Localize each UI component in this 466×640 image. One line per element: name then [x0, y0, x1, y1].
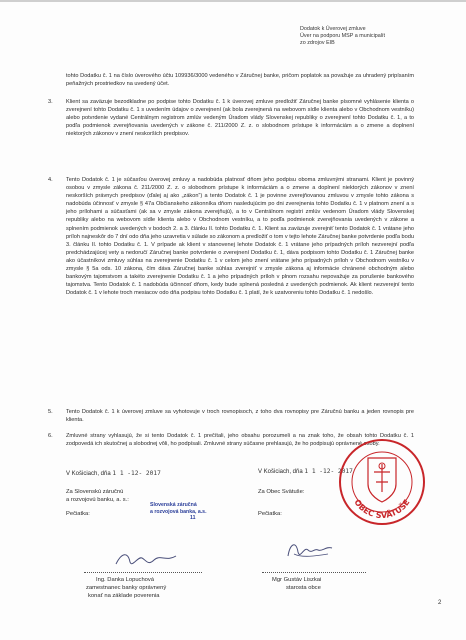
- header-line: zo zdrojov EIB: [300, 40, 335, 46]
- left-signature: [112, 548, 182, 570]
- seal-text: OBEC SVÄTUŠE: [352, 497, 412, 521]
- left-stamp-label: Pečiatka:: [66, 511, 90, 517]
- date-stamp: 1 1 -12- 2017: [112, 470, 161, 477]
- paragraph-number: 5.: [48, 409, 53, 415]
- paragraph-3: [48, 98, 414, 138]
- paragraph-number: 6.: [48, 433, 53, 439]
- bank-stamp-line: 11: [190, 515, 196, 522]
- paragraph-text: Tento Dodatok č. 1 je súčasťou úverovej zmluvy a nadobúda platnosť dňom jeho podpisu oboma zmluvnými stranami. Klient je povinný osobou v zmysle zákona č. 211/2000 Z. z. o slobodnom prístupe k informáciám a o zmene a doplnení niektorých zákonov v znení neskorších právnych predpisov (ďalej aj ako „zákon“) a tento Dodatok č. 1 je povinne zverejňovanou zmluvou v zmysle tohto zákona s nadobúda účinnosť v zmysle § 47a Občianskeho zákonníka dňom nasledujúcim po dni zverejnenia tohto Dodatku č. 1 v platnom znení a s jeho prílohami a súčasťami (ak sa v zmysle zákona zverejňujú), a to v Centrálnom registri zmlúv vedenom Úradom vlády Slovenskej republiky alebo na webovom sídle klienta alebo v Obchodnom vestníku, a to podľa podmienok zverejňovania uvedených v zákone a splnením podmienok uvedených v bodoch 2. a 3. článku II. tohto Dodatku č. 1. Klient sa zaväzuje zverejniť tento Dodatok č. 1 vrátane jeho príloh najneskôr do 7 dní odo dňa jeho uzavretia v súlade so zákonom a predložiť o tom v tejto lehote Záručnej banke potvrdenie podľa bodu 3. článku II. tohto Dodatku č. 1. V prípade ak klient v stanovenej lehote Dodatok č. 1 vrátane jeho prípadných príloh nezverejní podľa predchádzajúcej vety a nedoručí Záručnej banke potvrdenie o zverejnení Dodatku č. 1, dáva podpisom tohto Dodatku č. 1 Záručnej banke ako účastníkovi zmluvy súhlas na zverejnenie Dodatku č. 1 v celom jeho znení vrátane jeho prípadných príloh v Obchodnom vestníku v zmysle § 5a ods. 10 zákona, čím dáva Záručnej banke súhlas zverejniť v zmysle zákona aj informácie chránené obchodným alebo bankovým tajomstvom a takéto zverejnenie Dodatku č. 1 a jeho prípadných príloh v plnom rozsahu nepovažuje za porušenie bankového tajomstva. Tento Dodatok č. 1 nadobúda účinnosť dňom, kedy bude splnená posledná z uvedených podmienok. Ak klient nezverejní tento Dodatok č. 1 v lehote troch mesiacov odo dňa podpisu tohto Dodatku č. 1 platí, že k uzatvoreniu tohto Dodatku č. 1 nedošlo.: [66, 177, 414, 297]
- date-stamp: 1 1 -12- 2017: [304, 468, 353, 475]
- left-party-line: a rozvojovú banku, a. s.:: [66, 497, 129, 503]
- header-line: Dodatok k Úverovej zmluve: [300, 26, 366, 32]
- scan-edge-mark: [0, 0, 466, 2]
- right-signatory-role: starosta obce: [286, 585, 321, 591]
- paragraph-number: 4.: [48, 177, 53, 183]
- bank-stamp-line: a rozvojová banka, a.s.: [150, 508, 207, 515]
- left-signatory-name: Ing. Danka Lopuchová: [96, 577, 155, 583]
- left-signatory-role: konať na základe poverenia: [88, 593, 160, 599]
- date-prefix: V Košiciach, dňa: [258, 469, 303, 475]
- paragraph-text: Tento Dodatok č. 1 k úverovej zmluve sa vyhotovuje v troch rovnopisoch, z toho dva rovnopisy pre Záručnú banku a jeden rovnopis pre klienta.: [66, 409, 414, 424]
- right-stamp-label: Pečiatka:: [258, 511, 282, 517]
- left-signature-line: [84, 572, 202, 573]
- paragraph-text: Klient sa zaväzuje bezodkladne po podpise tohto Dodatku č. 1 k úverovej zmluve predložiť Záručnej banke písomné vyhlásenie klienta o zverejnení tohto Dodatku č. 1 s uvedením údajov o zverejnení (ak bola zverejnená na webovom sídle klienta alebo v Obchodnom vestníku) alebo potvrdenie vydané Centrálnym registrom zmlúv vedeným Úradom vlády Slovenskej republiky o zverejnení tohto Dodatku č. 1, a to podľa podmienok zverejňovania uvedených v zákone č. 211/2000 Z. z. o slobodnom prístupe k informáciám a o zmene a doplnení niektorých zákonov v znení neskorších predpisov.: [66, 99, 414, 138]
- document-header: [300, 26, 450, 47]
- municipal-seal: [336, 436, 428, 528]
- right-signature: [282, 536, 336, 564]
- left-date-line: [66, 470, 161, 477]
- paragraph-text: Zmluvné strany vyhlasujú, že si tento Dodatok č. 1 prečítali, jeho obsahu porozumeli a na znak toho, že obsah tohto Dodatku č. 1 zodpovedá ich skutočnej a slobodnej vôli, ho podpísali. Zmluvné strany súčasne prehlasujú, že ho podpisujú oprávnené osoby.: [66, 433, 414, 448]
- bank-stamp-line: Slovenská záručná: [150, 502, 197, 508]
- paragraph-number: 3.: [48, 99, 53, 105]
- left-party-line: Za Slovenskú záručnú: [66, 489, 124, 495]
- left-signatory-role: zamestnanec banky oprávnený: [86, 585, 167, 591]
- intro-paragraph: tohto Dodatku č. 1 na číslo úverového účtu 109936/3000 vedeného v Záručnej banke, pričom poplatok sa považuje za uhradený pripísaním peňažných prostriedkov na uvedený účet.: [66, 73, 414, 88]
- right-signature-line: [262, 572, 366, 573]
- date-prefix: V Košiciach, dňa: [66, 471, 111, 477]
- paragraph-5: [48, 408, 414, 424]
- header-line: Úver na podporu MSP a municipalít: [300, 33, 385, 39]
- right-party-line: Za Obec Svätuše:: [258, 489, 305, 495]
- right-signatory-name: Mgr Gustáv Liszkai: [272, 577, 322, 583]
- bank-stamp: [150, 502, 230, 522]
- paragraph-4: [48, 176, 414, 297]
- page-number: 2: [438, 600, 442, 606]
